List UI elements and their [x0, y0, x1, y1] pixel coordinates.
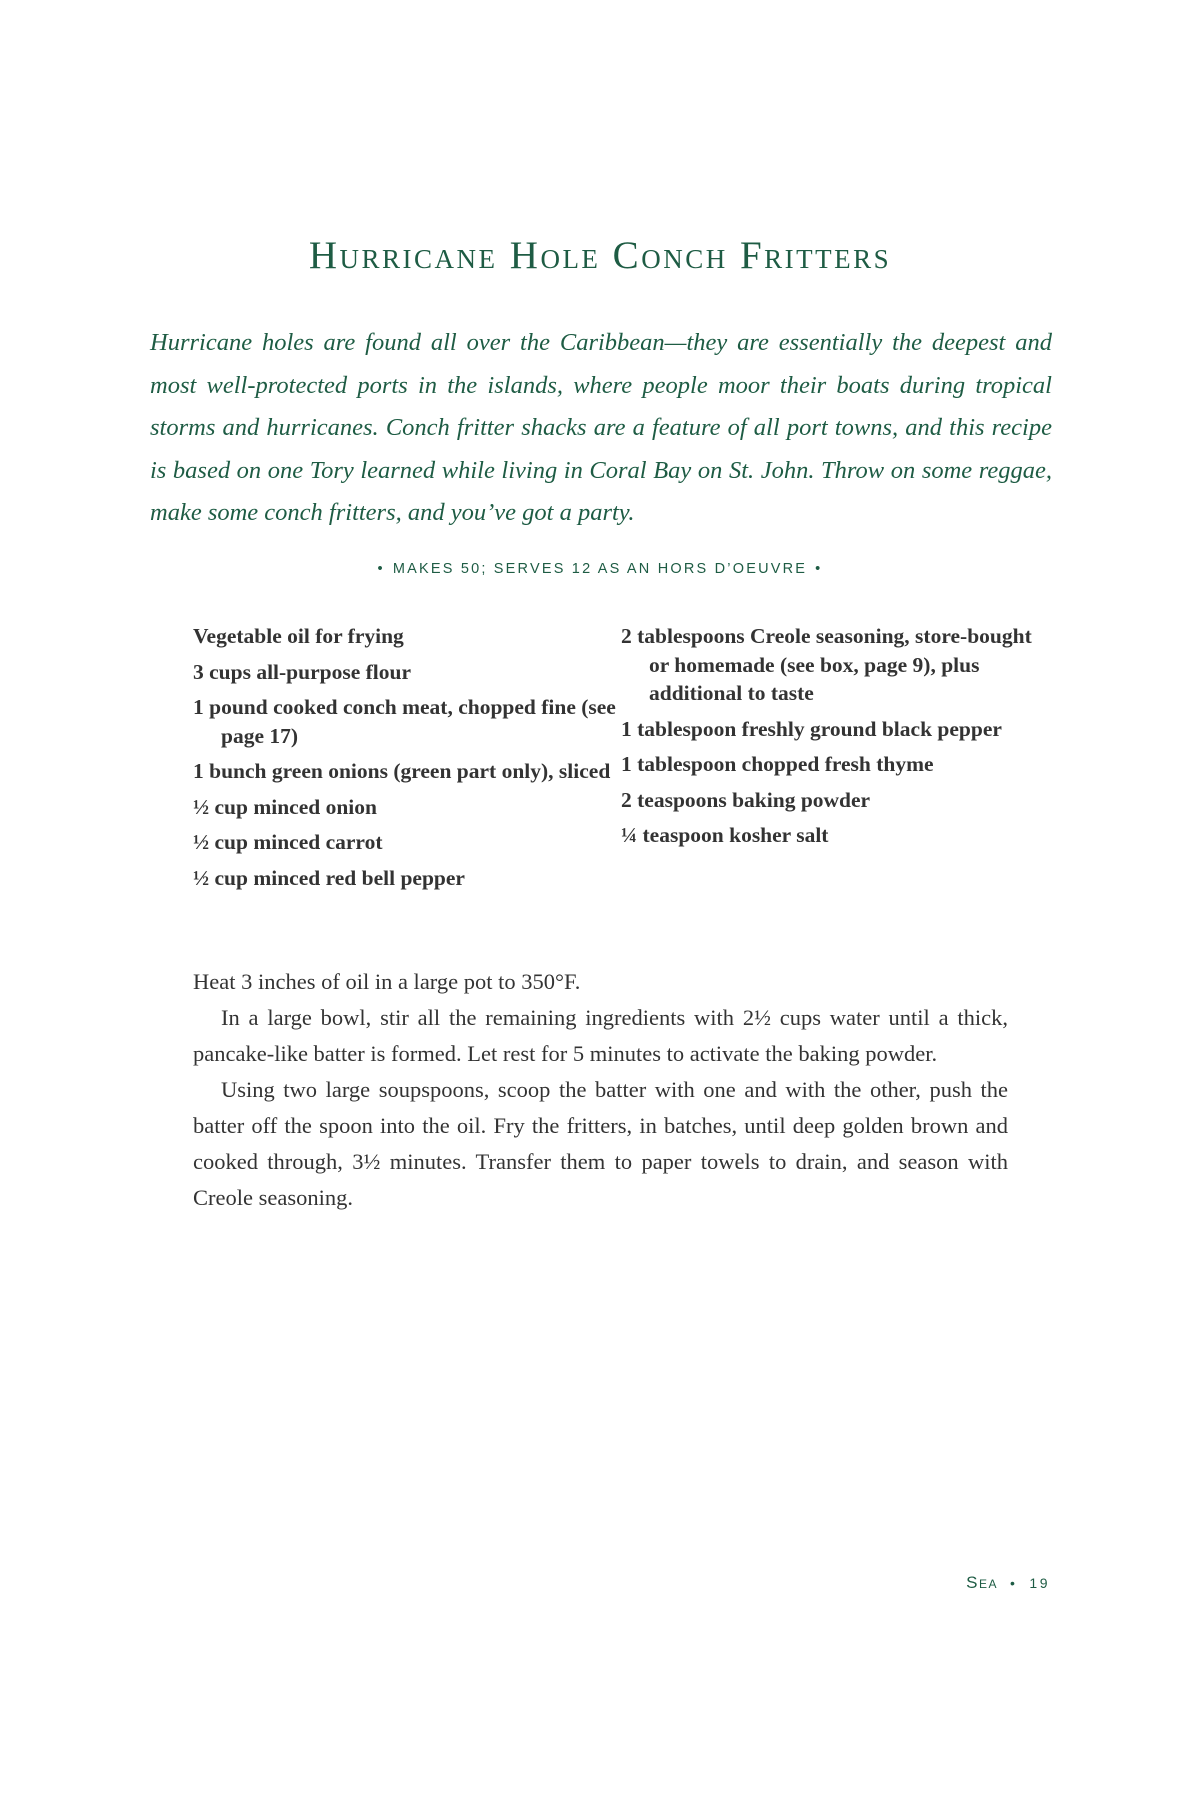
recipe-intro: Hurricane holes are found all over the Caribbean—they are essentially the deepest and most well-protected ports in the islands, where people moor their boats during tropical storms and hurricanes. Conch fritter shacks are a feature of all port towns, and this recipe is based on one Tory learned while living in Coral Bay on St. John. Throw on some reggae, make some conch fritters, and you’ve got a party.	[150, 329, 1052, 526]
footer-separator: •	[1010, 1575, 1018, 1591]
method-paragraph: In a large bowl, stir all the remaining ingredients with 2½ cups water until a thick, pancake-like batter is formed. Let rest for 5 minutes to activate the baking powder.	[193, 1005, 1008, 1066]
ingredient-item: 2 teaspoons baking powder	[621, 787, 871, 812]
ingredient-item: Vegetable oil for frying	[193, 624, 404, 648]
ingredient-item: 1 bunch green onions (green part only), sliced	[193, 759, 611, 783]
yield-bullet-right: •	[815, 561, 823, 577]
recipe-title: Hurricane Hole Conch Fritters	[308, 234, 892, 277]
ingredient-item: 1 pound cooked conch meat, chopped fine (see page 17)	[193, 695, 616, 748]
footer-section-name: Sea	[966, 1573, 999, 1592]
recipe-yield: MAKES 50; SERVES 12 AS AN HORS D’OEUVRE	[392, 561, 808, 577]
ingredient-item: ½ cup minced onion	[193, 794, 377, 819]
ingredients-column-right	[621, 622, 1051, 899]
recipe-method	[193, 964, 1008, 1216]
page-number: 19	[1029, 1575, 1050, 1591]
ingredient-item: 3 cups all-purpose flour	[193, 659, 412, 684]
ingredients-column-left	[193, 622, 621, 899]
ingredient-item: 1 tablespoon chopped fresh thyme	[621, 752, 934, 776]
ingredients-list	[193, 622, 1053, 899]
method-paragraph: Using two large soupspoons, scoop the batter with one and with the other, push the batter off the spoon into the oil. Fry the fritters, in batches, until deep golden brown and cooked through, 3½ minutes. Transfer them to paper towels to drain, and season with Creole seasoning.	[193, 1077, 1008, 1210]
page-footer	[966, 1573, 1050, 1593]
ingredient-item: ¼ teaspoon kosher salt	[621, 823, 829, 847]
ingredient-item: 2 tablespoons Creole seasoning, store-bought or homemade (see box, page 9), plus additional to taste	[621, 624, 1032, 705]
method-paragraph: Heat 3 inches of oil in a large pot to 350°F.	[193, 969, 581, 994]
recipe-yield-line	[0, 561, 1200, 577]
ingredient-item: ½ cup minced red bell pepper	[193, 865, 465, 890]
yield-bullet-left: •	[377, 561, 385, 577]
ingredient-item: ½ cup minced carrot	[193, 830, 383, 854]
ingredient-item: 1 tablespoon freshly ground black pepper	[621, 716, 1002, 741]
